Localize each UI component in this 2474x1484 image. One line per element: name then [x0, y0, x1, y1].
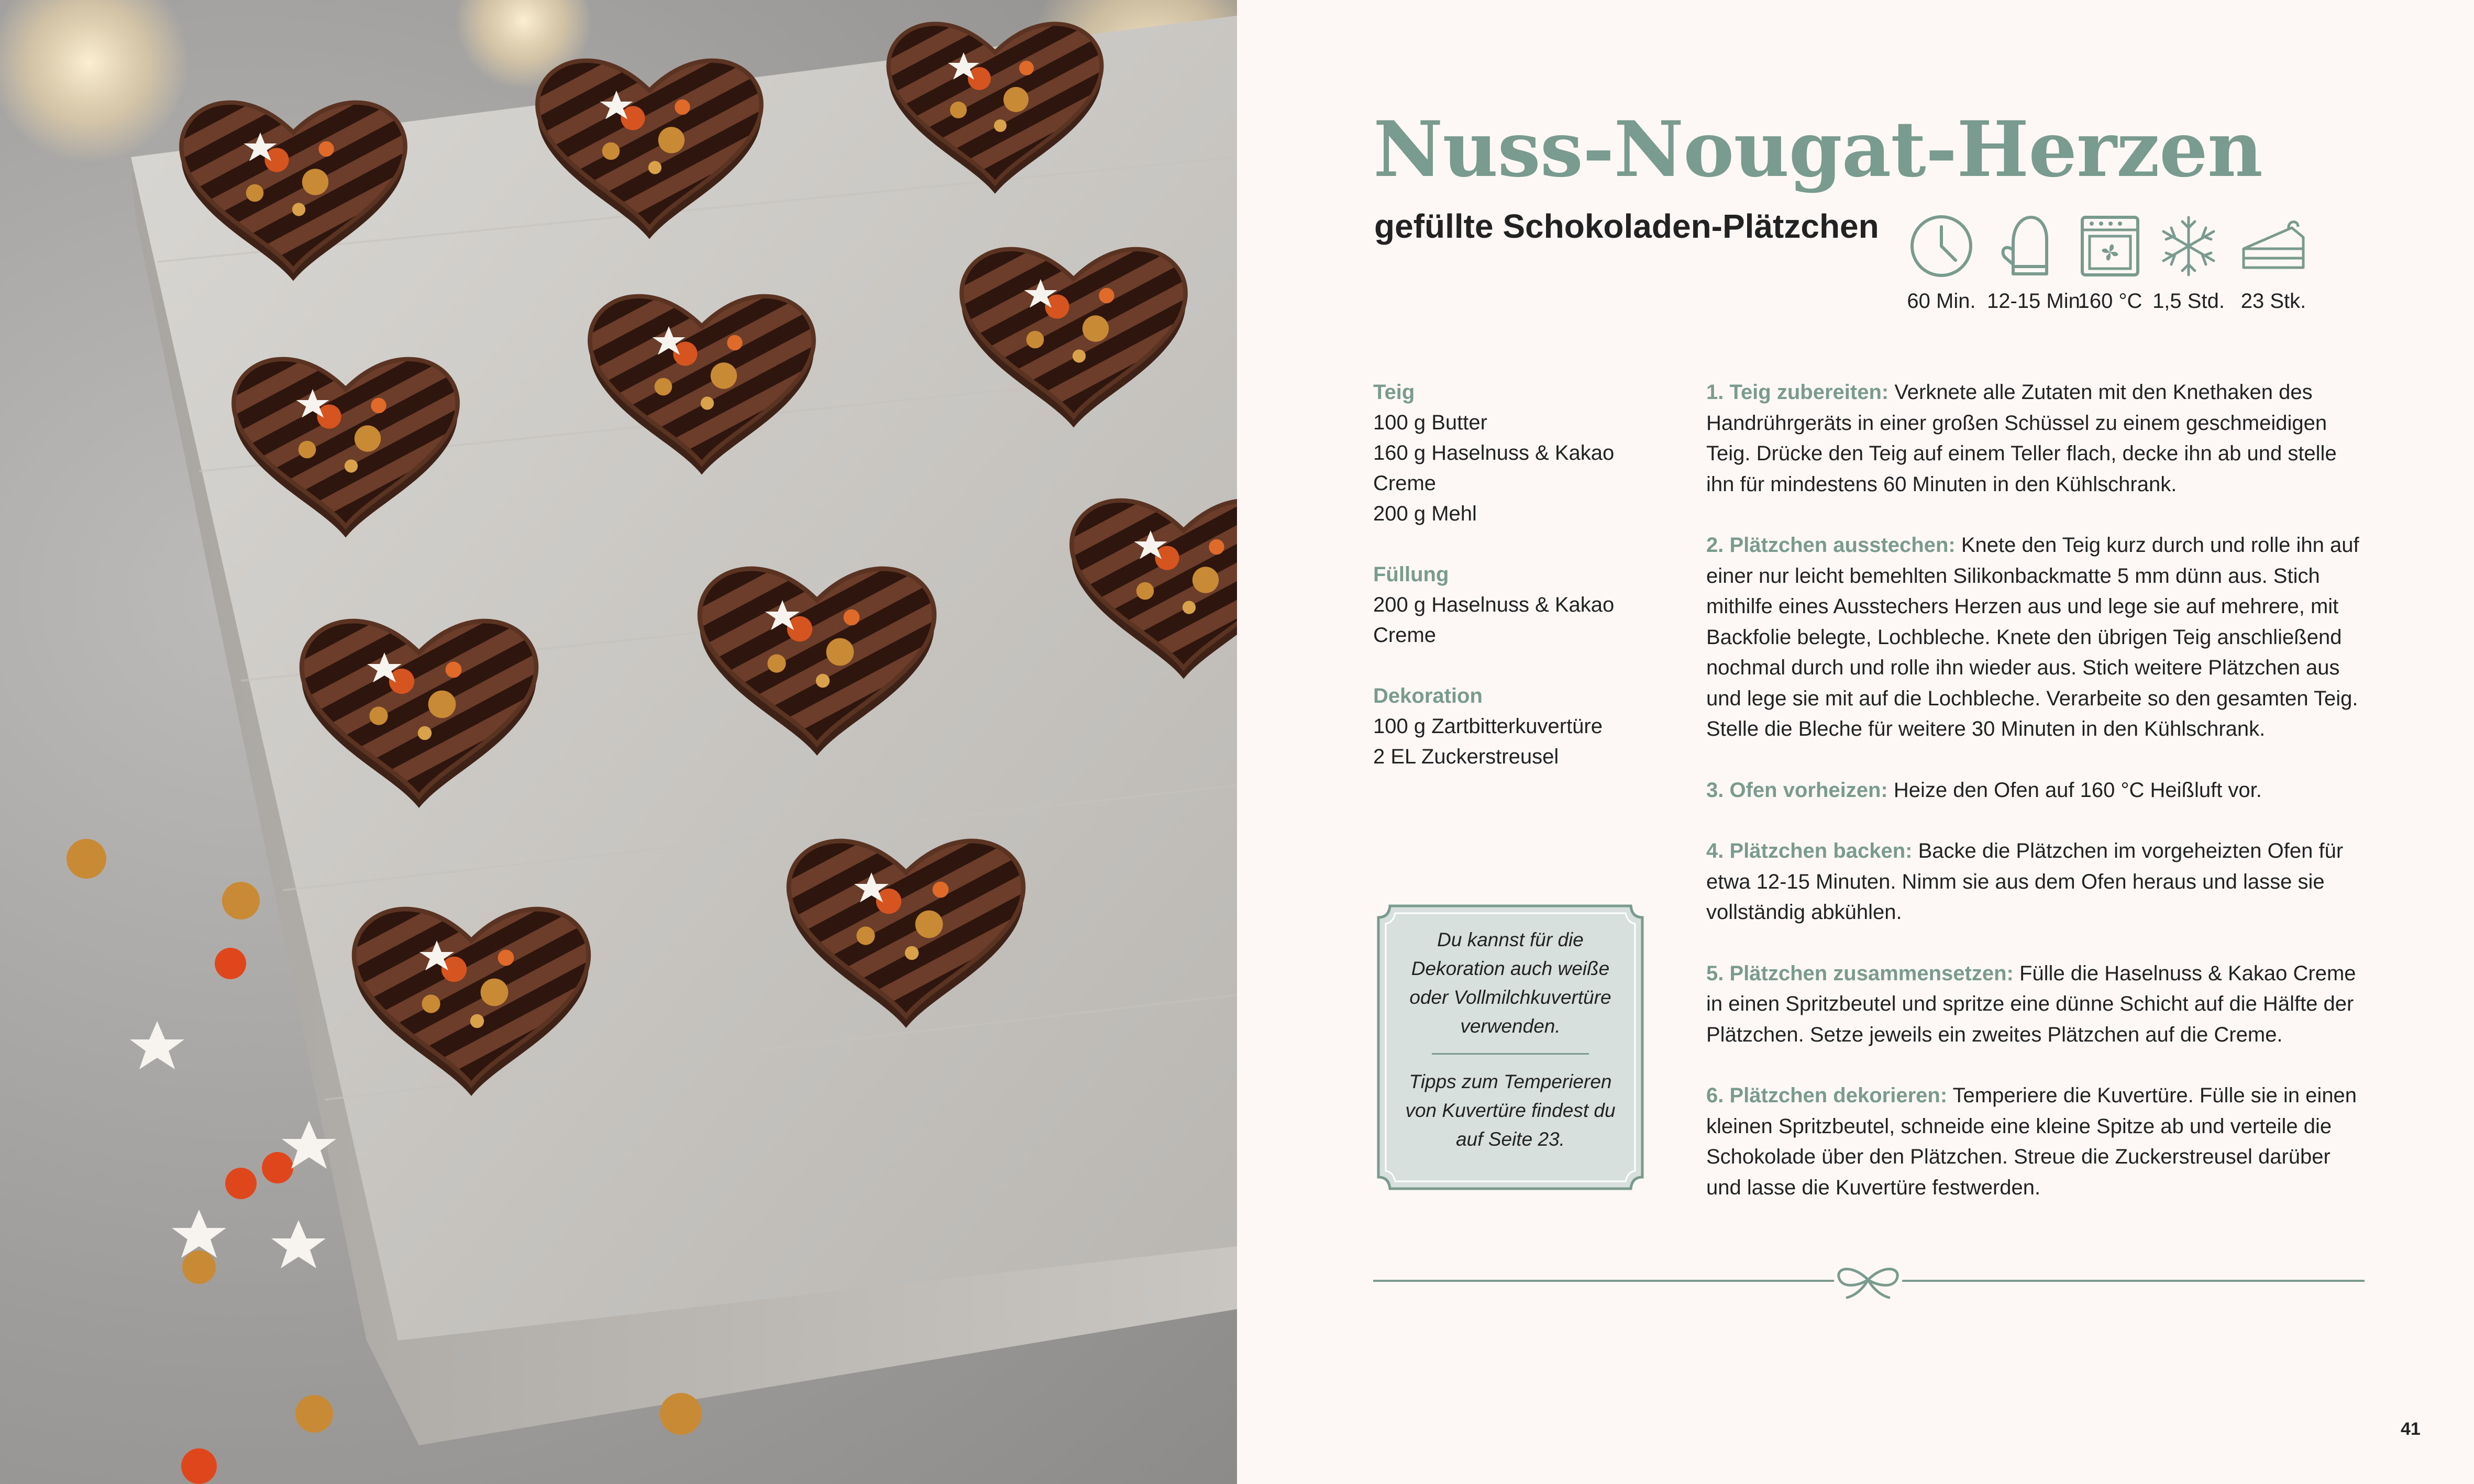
step-text: Temperiere die Kuvertüre. Fülle sie in einen kleinen Spritzbeutel, schneide eine kleine Spitze ab und verteile die Schokolade über den Plätzchen. Streue die Zuckerstreusel darüber und lasse die Kuvertüre festwerden. — [1706, 1084, 2357, 1199]
ingredient-item: Creme — [1373, 624, 1437, 647]
instruction-step — [1706, 377, 2361, 500]
tip-divider — [1432, 1053, 1589, 1055]
step-heading: 2. Plätzchen ausstechen: — [1706, 534, 1956, 557]
ingredient-item: 200 g Haselnuss & Kakao — [1373, 593, 1615, 616]
tip-text-decoration: Du kannst für die Dekoration auch weiße oder Vollmilchkuvertüre verwenden. — [1409, 929, 1611, 1037]
stat-label: 60 Min. — [1907, 290, 1976, 313]
stat-yield — [2234, 212, 2313, 313]
stat-label: 23 Stk. — [2240, 290, 2306, 313]
tip-text-tempering: Tipps zum Temperieren von Kuvertüre findest du auf Seite 23. — [1405, 1071, 1616, 1150]
stat-cooling-time — [2149, 212, 2228, 313]
recipe-subtitle: gefüllte Schokoladen-Plätzchen — [1374, 207, 1879, 245]
tip-text — [1395, 925, 1626, 1154]
step-heading: 4. Plätzchen backen: — [1706, 839, 1913, 862]
ingredients-list — [1373, 377, 1666, 802]
instruction-step — [1706, 530, 2361, 745]
tip-box — [1374, 902, 1647, 1193]
ingredient-group-decoration — [1373, 681, 1666, 772]
instruction-step — [1706, 775, 2361, 806]
step-text: Fülle die Haselnuss & Kakao Creme in einen Spritzbeutel und spritze eine dünne Schicht auf die Hälfte der Plätzchen. Setze jeweils ein zweites Plätzchen auf die Creme. — [1706, 961, 2356, 1046]
step-heading: 6. Plätzchen dekorieren: — [1706, 1084, 1948, 1107]
ingredient-item: 200 g Mehl — [1373, 502, 1477, 525]
ingredient-item: 2 EL Zuckerstreusel — [1373, 745, 1559, 768]
ingredient-heading: Dekoration — [1373, 684, 1483, 707]
ingredient-item: 100 g Butter — [1373, 411, 1487, 434]
ingredient-heading: Teig — [1373, 381, 1415, 404]
oven-icon — [2076, 212, 2144, 280]
cake-slice-icon — [2239, 212, 2307, 280]
ingredient-heading: Füllung — [1373, 563, 1449, 586]
ingredient-group-filling — [1373, 559, 1666, 650]
oven-mitt-icon — [1992, 212, 2060, 280]
page-number: 41 — [2401, 1419, 2421, 1439]
snowflake-icon — [2155, 212, 2223, 280]
stat-label: 160 °C — [2078, 290, 2142, 313]
ingredient-item: 160 g Haselnuss & Kakao — [1373, 441, 1615, 464]
stat-oven-temperature — [2071, 212, 2149, 313]
recipe-title: Nuss-Nougat-Herzen — [1373, 105, 2262, 194]
instructions-list — [1706, 377, 2361, 1233]
step-text: Heize den Ofen auf 160 °C Heißluft vor. — [1893, 778, 2262, 802]
step-heading: 5. Plätzchen zusammensetzen: — [1706, 961, 2014, 985]
instruction-step — [1706, 836, 2361, 928]
step-text: Verknete alle Zutaten mit den Knethaken des Handrührgeräts in einer großen Schüssel zu einem geschmeidigen Teig. Drücke den Teig auf einem Teller flach, decke ihn ab und stelle ihn für mindestens 60 Minuten in den Kühlschrank. — [1706, 381, 2337, 496]
stat-prep-time — [1902, 212, 1981, 313]
ingredient-group-dough — [1373, 377, 1666, 529]
instruction-step — [1706, 1080, 2361, 1203]
step-text: Knete den Teig kurz durch und rolle ihn auf einer nur leicht bemehlten Silikonbackmatte 5 mm dünn aus. Stich mithilfe eines Ausstechers Herzen aus und lege sie auf mehrere, mit Backfolie belegte, Lochbleche. Knete den übrigen Teig anschließend nochmal durch und rolle ihn wieder aus. Stich weitere Plätzchen aus und lege sie mit auf die Lochbleche. Verarbeite so den gesamten Teig. Stelle die Bleche für weitere 30 Minuten in den Kühlschrank. — [1706, 534, 2359, 740]
recipe-page — [1237, 0, 2474, 1484]
step-text: Backe die Plätzchen im vorgeheizten Ofen für etwa 12-15 Minuten. Nimm sie aus dem Ofen heraus und lasse sie vollständig abkühlen. — [1706, 839, 2344, 924]
step-heading: 1. Teig zubereiten: — [1706, 381, 1889, 404]
step-heading: 3. Ofen vorheizen: — [1706, 778, 1888, 802]
footer-bow-divider — [1373, 1259, 2365, 1301]
stat-bake-time — [1987, 212, 2086, 313]
stat-label: 12-15 Min. — [1987, 290, 2086, 313]
ingredient-item: Creme — [1373, 472, 1437, 495]
clock-icon — [1907, 212, 1975, 280]
ingredient-item: 100 g Zartbitterkuvertüre — [1373, 715, 1603, 738]
stat-label: 1,5 Std. — [2152, 290, 2225, 313]
instruction-step — [1706, 958, 2361, 1050]
